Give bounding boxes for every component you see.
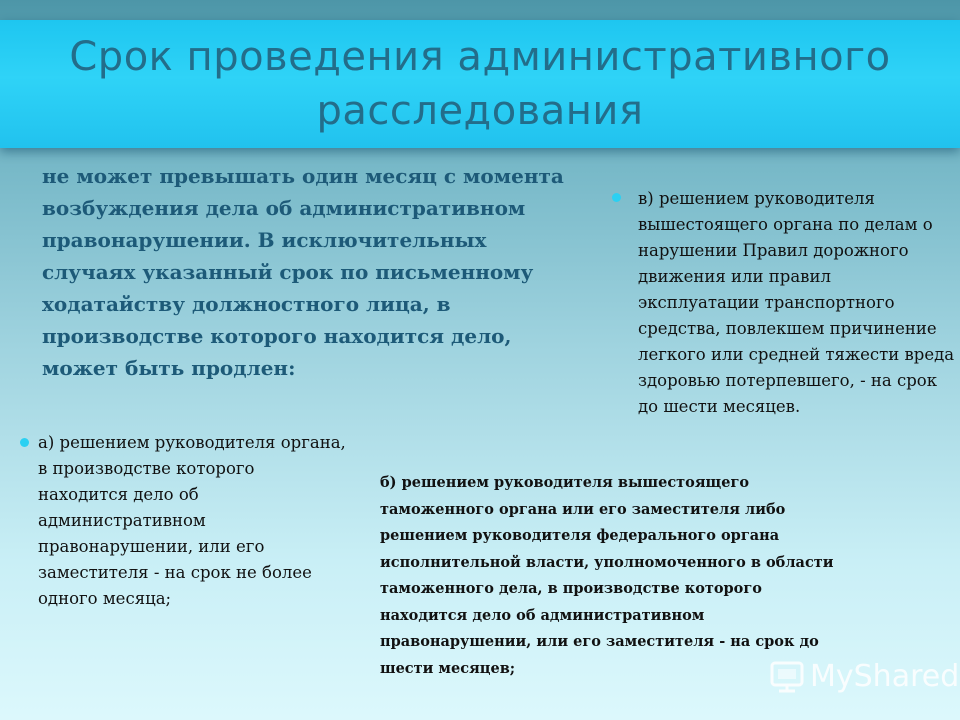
slide-title-line1: Срок проведения административного: [69, 34, 891, 80]
item-a-text: а) решением руководителя органа, в производстве которого находится дело об административном правонарушении, или его заместителя - на срок не более одного месяца;: [38, 433, 346, 608]
bullet-icon: [20, 438, 29, 447]
item-b-text: б) решением руководителя вышестоящего таможенного органа или его заместителя либо решением руководителя федерального органа исполнительной власти, уполномоченного в области таможенного дела, в производстве которого находится дело об административном правонарушении, или его заместителя - на срок до шести месяцев;: [380, 474, 834, 677]
bullet-icon: [612, 193, 621, 202]
intro-paragraph: не может превышать один месяц с момента возбуждения дела об административном правонарушении. В исключительных случаях указанный срок по письменному ходатайству должностного лица, в производстве которого находится дело, может быть продлен:: [42, 164, 564, 380]
title-bar: [0, 20, 960, 148]
watermark-text: MyShared: [810, 658, 960, 694]
watermark: [770, 658, 959, 694]
slide-title-line2: расследования: [316, 88, 644, 134]
slide-title: [69, 30, 890, 138]
myshared-logo-icon: [770, 659, 804, 693]
item-v-text: в) решением руководителя вышестоящего органа по делам о нарушении Правил дорожного движения или правил эксплуатации транспортного средства, повлекшем причинение легкого или средней тяжести вреда здоровью потерпевшего, - на срок до шести месяцев.: [638, 189, 955, 416]
